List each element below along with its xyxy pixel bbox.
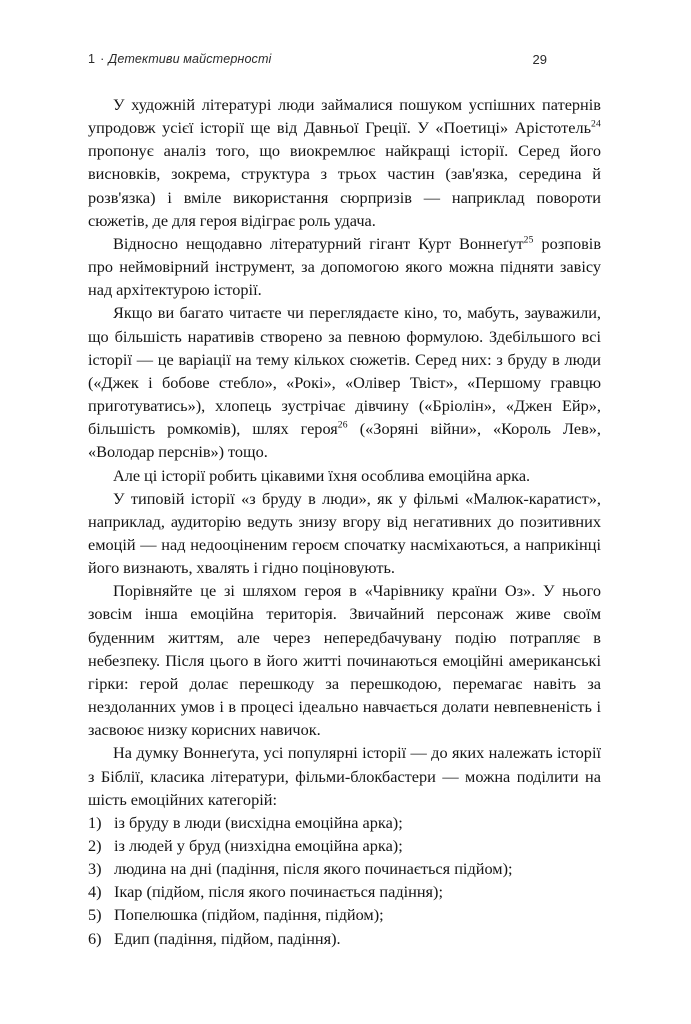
list-item-marker: 2)	[88, 836, 102, 855]
paragraph	[88, 487, 601, 580]
paragraph-text: У типовій історії «з бруду в люди», як у фільмі «Малюк-каратист», наприклад, аудиторію ведуть знизу вгору від негативних до позитивних емоцій — над недооціненим героєм спочатку насміхаються, а наприкінці його визнають, хвалять і гідно поціновують.	[88, 488, 601, 578]
page-number: 29	[532, 52, 547, 67]
paragraph-text: пропонує аналіз того, що виокремлює найкращі історії. Серед його висновків, зокрема, структура з трьох частин (зав'язка, середина й розв'язка) і вміле використання сюрпризів — наприклад повороти сюжетів, де для героя відіграє роль удача.	[88, 141, 601, 230]
list-item-marker: 4)	[88, 882, 102, 902]
paragraph-text: Відносно нещодавно літературний гігант Курт Воннеґут	[113, 233, 524, 253]
running-head-chapter-number: 1	[88, 52, 96, 66]
paragraph-text: («Зоряні війни», «Король Лев», «Володар перснів») тощо.	[88, 419, 601, 462]
running-head	[88, 52, 603, 72]
list-item-marker: 6)	[88, 928, 102, 948]
footnote-marker: 24	[591, 118, 601, 130]
paragraph	[88, 93, 601, 232]
emotional-categories-list	[88, 811, 601, 950]
footnote-marker: 25	[523, 234, 534, 246]
list-item-marker: 1)	[88, 812, 102, 832]
paragraph-text: Але ці історії робить цікавими їхня особлива емоційна арка.	[113, 465, 531, 485]
paragraph-text: У художній літературі люди займалися пошуком успішних патернів упродовж усієї історії ще від Давньої Греції. У «Поетиці» Арістотель	[88, 95, 601, 138]
paragraph	[88, 232, 601, 301]
list-item	[88, 834, 601, 857]
footnote-marker: 26	[337, 419, 348, 431]
list-item-text: Попелюшка (підйом, падіння, підйом);	[114, 905, 384, 925]
list-item	[88, 880, 601, 903]
list-item	[88, 857, 601, 880]
list-item-text: із бруду в люди (висхідна емоційна арка);	[114, 812, 403, 832]
list-item-marker: 5)	[88, 905, 102, 925]
list-item-text: із людей у бруд (низхідна емоційна арка);	[114, 836, 403, 855]
running-head-chapter-title: Детективи майстерності	[108, 52, 272, 66]
list-item	[88, 927, 601, 950]
paragraph-text: розповів про неймовірний інструмент, за допомогою якого можна підняти завісу над архітектурою історії.	[88, 233, 602, 300]
list-item-text: людина на дні (падіння, після якого починається підйом);	[114, 859, 513, 879]
list-item-text: Ікар (підйом, після якого починається падіння);	[114, 882, 443, 902]
list-item	[88, 811, 601, 834]
list-item-text: Едип (падіння, підйом, падіння).	[114, 928, 341, 948]
paragraph-text: Якщо ви багато читаєте чи переглядаєте кіно, то, мабуть, зауважили, що більшість наративів створено за певною формулою. Здебільшого всі історії — це варіації на тему кількох сюжетів. Серед них: з бруду в люди («Джек і бобове стебло», «Рокі», «Олівер Твіст», «Першому гравцю приготуватись»), хлопець зустрічає дівчину («Бріолін», «Джен Ейр», більшість ромкомів), шлях героя	[88, 303, 601, 439]
running-head-chapter	[88, 52, 271, 66]
running-head-separator: ·	[100, 52, 105, 66]
paragraph	[88, 464, 601, 487]
paragraph	[88, 301, 601, 463]
paragraph	[88, 741, 601, 810]
paragraph	[88, 579, 601, 741]
list-item-marker: 3)	[88, 859, 102, 879]
body-text-block	[88, 93, 601, 950]
list-item	[88, 903, 601, 926]
paragraph-text: Порівняйте це зі шляхом героя в «Чарівнику країни Оз». У нього зовсім інша емоційна територія. Звичайний персонаж живе своїм буденним життям, але через непередбачувану подію потрапляє в небезпеку. Після цього в його житті починаються емоційні американські гірки: герой долає перешкоду за перешкодою, перемагає навіть за нездоланних умов і в процесі ідеально навчається долати невпевненість і засвоює низку корисних навичок.	[88, 581, 601, 740]
paragraph-text: На думку Воннеґута, усі популярні історії — до яких належать історії з Біблії, класика літератури, фільми-блокбастери — можна поділити на шість емоційних категорій:	[88, 743, 601, 809]
